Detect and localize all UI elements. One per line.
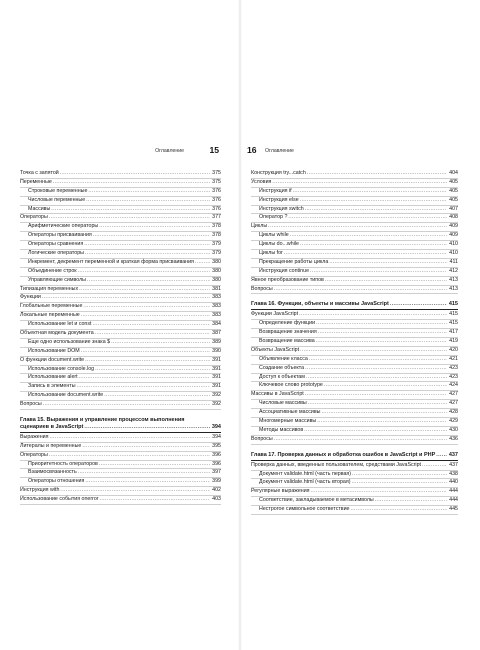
dot-leader <box>352 479 448 487</box>
toc-entry-title: Массивы <box>28 205 51 212</box>
dot-leader <box>352 471 447 479</box>
toc-entry <box>20 496 221 505</box>
toc-entry <box>20 259 221 268</box>
dot-leader <box>99 461 210 469</box>
toc-entry-page: 444 <box>449 488 458 495</box>
toc-entry-title: Массивы в JavaScript <box>251 391 304 398</box>
chapter-title: Глава 16. Функции, объекты и массивы JavaScript ..... 415 <box>251 301 458 309</box>
toc-entry-page: 387 <box>212 330 221 337</box>
dot-leader <box>311 488 447 496</box>
toc-entry-title: Прекращение работы цикла <box>259 258 329 265</box>
toc-entry-title: Приоритетность операторов <box>28 460 98 467</box>
toc-entry-title: Циклы for <box>259 250 283 257</box>
toc-entry-title: Объектная модель документа <box>20 330 94 337</box>
chapter-heading <box>251 452 458 461</box>
dot-leader <box>422 462 447 470</box>
toc-entry-title: Вопросы <box>20 401 42 408</box>
toc-entry-page: 419 <box>449 338 458 345</box>
toc-entry-page: 379 <box>212 241 221 248</box>
dot-leader <box>288 214 447 222</box>
toc-entry-title: Многомерные массивы <box>259 418 317 425</box>
dot-leader <box>81 312 210 320</box>
toc-entry-page: 392 <box>212 392 221 399</box>
dot-leader <box>300 197 447 205</box>
toc-entry-page: 392 <box>212 401 221 408</box>
toc-entry-title: Использование document.write <box>28 392 104 399</box>
toc-entry <box>20 268 221 277</box>
dot-leader <box>77 383 210 391</box>
dot-leader <box>350 506 447 514</box>
toc-entry <box>20 357 221 366</box>
toc-entry-page: 424 <box>449 382 458 389</box>
toc-entry <box>251 488 458 497</box>
toc-entry-title: Объявление класса <box>259 355 308 362</box>
dot-leader <box>274 286 447 294</box>
dot-leader <box>268 223 447 231</box>
running-head: Оглавление <box>265 148 294 154</box>
toc-entry-page: 437 <box>449 461 458 468</box>
toc-entry <box>251 436 458 445</box>
dot-leader <box>49 452 210 460</box>
dot-leader <box>375 497 447 505</box>
dot-leader <box>321 409 447 417</box>
dot-leader <box>318 329 447 337</box>
toc-entry <box>251 338 458 347</box>
toc-entry-page: 380 <box>212 276 221 283</box>
toc-entry-page: 409 <box>449 232 458 239</box>
toc-entry-page: 396 <box>212 451 221 458</box>
dot-leader <box>82 443 210 451</box>
toc-entry <box>20 179 221 188</box>
toc-entry-title: Явное преобразование типов <box>251 276 324 283</box>
toc-entry <box>20 374 221 383</box>
dot-leader <box>86 197 210 205</box>
dot-leader <box>79 374 210 382</box>
toc-entry <box>20 366 221 375</box>
toc-entry <box>251 223 458 232</box>
toc-entry-page: 389 <box>212 338 221 345</box>
toc-entry <box>251 329 458 338</box>
toc-entry-page: 391 <box>212 356 221 363</box>
toc-entry-page: 409 <box>449 223 458 230</box>
toc-entry <box>20 339 221 348</box>
toc-entry-page: 420 <box>449 346 458 353</box>
dot-leader <box>324 382 447 390</box>
toc-entry <box>20 206 221 215</box>
chapter-title: Глава 17. Проверка данных и обработка ошибок в JavaScript и PHP ..... 437 <box>251 452 458 460</box>
dot-leader <box>49 434 210 442</box>
dot-leader <box>306 374 447 382</box>
toc-entry-page: 440 <box>449 479 458 486</box>
dot-leader <box>78 268 210 276</box>
dot-leader <box>307 170 447 178</box>
toc-entry <box>20 303 221 312</box>
dot-leader <box>79 286 210 294</box>
toc-entry-page: 410 <box>449 250 458 257</box>
dot-leader <box>325 277 447 285</box>
toc-entry-title: Нестрогое символьное соответствие <box>259 506 350 513</box>
toc-entry-title: Объединение строк <box>28 267 77 274</box>
toc-entry <box>251 427 458 436</box>
dot-leader <box>83 303 210 311</box>
toc-entry <box>20 232 221 241</box>
toc-entry-title: Переменные <box>20 178 52 185</box>
toc-entry <box>251 479 458 488</box>
toc-entry-title: Арифметические операторы <box>28 223 99 230</box>
toc-entry-page: 381 <box>212 285 221 292</box>
toc-entry-page: 377 <box>212 214 221 221</box>
toc-entry <box>251 241 458 250</box>
toc-entry <box>20 312 221 321</box>
toc-entry-title: Операторы <box>20 214 48 221</box>
toc-entry-title: Операторы отношения <box>28 478 85 485</box>
toc-entry-page: 411 <box>449 258 458 265</box>
toc-entry <box>20 294 221 303</box>
toc-entry-page: 379 <box>212 250 221 257</box>
toc-entry-page: 407 <box>449 205 458 212</box>
toc-entry-page: 444 <box>449 497 458 504</box>
toc-entry-page: 423 <box>449 373 458 380</box>
toc-entry-page: 427 <box>449 391 458 398</box>
toc-entry-page: 378 <box>212 232 221 239</box>
toc-entry <box>251 250 458 259</box>
toc-entry-title: Инкремент, декремент переменной и краткая форма присваивания <box>28 258 194 265</box>
dot-leader <box>284 250 447 258</box>
dot-leader <box>310 268 447 276</box>
dot-leader <box>305 391 447 399</box>
toc-entry-title: Функции JavaScript <box>251 311 299 318</box>
toc-entry-page: 415 <box>449 320 458 327</box>
toc-entry-page: 376 <box>212 187 221 194</box>
toc-entry-title: Взаимосвязанность <box>28 469 77 476</box>
toc-entry-title: Ключевое слово prototype <box>259 382 323 389</box>
toc-entry <box>251 320 458 329</box>
dot-leader <box>111 339 210 347</box>
toc-entry-page: 404 <box>449 170 458 176</box>
toc-entry-title: Локальные переменные <box>20 312 80 319</box>
toc-entry <box>20 250 221 259</box>
toc-entry-page: 390 <box>212 347 221 354</box>
toc-entry <box>251 471 458 480</box>
dot-leader <box>53 179 210 187</box>
dot-leader <box>300 241 447 249</box>
toc-entry <box>20 214 221 223</box>
dot-leader <box>290 232 447 240</box>
toc-entry <box>251 365 458 374</box>
toc-entry-title: Вопросы <box>251 285 273 292</box>
dot-leader <box>309 356 447 364</box>
toc-entry-title: Соответствие, закладываемое в метасимволы <box>259 497 374 504</box>
toc-entry-title: Проверка данных, введенных пользователем, средствами JavaScript <box>251 461 421 468</box>
toc-entry <box>251 400 458 409</box>
toc-entry-page: 383 <box>212 294 221 301</box>
toc-entry-title: Еще одно использование знака $ <box>28 338 111 345</box>
toc-entry-page: 383 <box>212 312 221 319</box>
toc-entry-title: Использование console.log <box>28 365 95 372</box>
dot-leader <box>87 277 210 285</box>
toc-entry <box>20 452 221 461</box>
toc-entry-page: 413 <box>449 285 458 292</box>
toc-entry-title: Запись в элементы <box>28 383 76 390</box>
toc-entry-page: 399 <box>212 478 221 485</box>
chapter-title-line2: сценариев в JavaScript ..... 394 <box>20 424 221 431</box>
toc-entry-title: Документ validate.html (часть вторая) <box>259 479 351 486</box>
toc-entry-title: Операторы сравнения <box>28 241 84 248</box>
toc-entry <box>251 356 458 365</box>
toc-entry-title: Инструкция continue <box>259 267 310 274</box>
toc-list-left <box>20 170 221 505</box>
toc-entry-title: Управляющие символы <box>28 276 86 283</box>
dot-leader <box>49 214 210 222</box>
toc-entry-title: Документ validate.html (часть первая) <box>259 470 352 477</box>
toc-entry-page: 375 <box>212 170 221 176</box>
dot-leader <box>308 400 447 408</box>
toc-entry-page: 391 <box>212 365 221 372</box>
dot-leader <box>99 223 210 231</box>
toc-entry <box>251 268 458 277</box>
toc-entry <box>251 374 458 383</box>
dot-leader <box>51 206 210 214</box>
toc-entry-page: 396 <box>212 460 221 467</box>
toc-entry <box>251 188 458 197</box>
dot-leader <box>293 188 447 196</box>
toc-entry-page: 405 <box>449 178 458 185</box>
toc-entry-title: Методы массивов <box>259 426 304 433</box>
page-number: 16 <box>247 145 257 155</box>
toc-entry <box>251 286 458 295</box>
toc-entry-title: Объекты JavaScript <box>251 346 300 353</box>
toc-entry-title: О функции document.write <box>20 356 85 363</box>
toc-entry-title: Инструкция switch <box>259 205 304 212</box>
toc-entry <box>20 170 221 179</box>
toc-entry <box>251 277 458 286</box>
toc-entry-page: 413 <box>449 276 458 283</box>
dot-leader <box>272 179 447 187</box>
toc-entry-page: 421 <box>449 355 458 362</box>
toc-entry <box>20 487 221 496</box>
toc-entry-title: Точка с запятой <box>20 170 59 176</box>
toc-entry-title: Ассоциативные массивы <box>259 409 321 416</box>
dot-leader <box>85 478 210 486</box>
toc-entry-title: Циклы while <box>259 232 289 239</box>
toc-entry-title: Использование события onerror <box>20 496 99 503</box>
toc-entry-page: 423 <box>449 364 458 371</box>
toc-entry-page: 412 <box>449 267 458 274</box>
toc-entry-title: Функции <box>20 294 41 301</box>
toc-entry <box>251 311 458 320</box>
toc-entry-title: Глобальные переменные <box>20 303 83 310</box>
toc-entry-title: Инструкция if <box>259 187 292 194</box>
toc-entry <box>251 259 458 268</box>
toc-entry-title: Создание объекта <box>259 364 305 371</box>
toc-entry-title: Инструкция with <box>20 487 60 494</box>
toc-entry-page: 380 <box>212 258 221 265</box>
toc-entry <box>20 197 221 206</box>
toc-list-right <box>251 170 458 515</box>
toc-entry-title: Циклы <box>251 223 268 230</box>
toc-entry-title: Доступ к объектам <box>259 373 305 380</box>
toc-entry-page: 438 <box>449 470 458 477</box>
toc-entry <box>251 179 458 188</box>
toc-entry-title: Конструкция try...catch <box>251 170 306 176</box>
toc-entry-title: Регулярные выражения <box>251 488 310 495</box>
toc-entry-page: 417 <box>449 329 458 336</box>
toc-entry-page: 405 <box>449 187 458 194</box>
toc-entry <box>20 478 221 487</box>
toc-entry-title: Определение функции <box>259 320 316 327</box>
toc-entry-page: 402 <box>212 487 221 494</box>
toc-entry <box>20 443 221 452</box>
toc-entry-title: Возвращение значения <box>259 329 317 336</box>
toc-entry <box>251 462 458 471</box>
toc-entry-page: 436 <box>449 435 458 442</box>
toc-entry-page: 376 <box>212 205 221 212</box>
running-head: Оглавление <box>155 148 184 154</box>
toc-entry-title: Операторы присваивания <box>28 232 92 239</box>
toc-entry-page: 410 <box>449 241 458 248</box>
toc-entry <box>20 241 221 250</box>
toc-entry <box>20 321 221 330</box>
dot-leader <box>195 259 210 267</box>
toc-entry-title: Использование alert <box>28 374 78 381</box>
toc-entry <box>251 197 458 206</box>
toc-entry-page: 383 <box>212 303 221 310</box>
toc-entry <box>20 330 221 339</box>
toc-entry-page: 405 <box>449 196 458 203</box>
page-number: 15 <box>209 145 219 155</box>
dot-leader <box>43 401 210 409</box>
dot-leader <box>88 188 210 196</box>
toc-entry-title: Вопросы <box>251 435 273 442</box>
dot-leader <box>93 232 210 240</box>
dot-leader <box>305 365 447 373</box>
dot-leader <box>42 294 210 302</box>
toc-entry-page: 403 <box>212 496 221 503</box>
dot-leader <box>78 469 210 477</box>
toc-entry <box>20 286 221 295</box>
toc-entry-title: Типизация переменных <box>20 285 79 292</box>
toc-entry <box>251 347 458 356</box>
toc-entry <box>20 348 221 357</box>
chapter-title-line1: Глава 15. Выражения и управление процессом выполнения <box>20 417 185 424</box>
toc-entry-title: Логические операторы <box>28 250 84 257</box>
dot-leader <box>95 330 210 338</box>
dot-leader <box>316 338 447 346</box>
toc-entry-title: Литералы и переменные <box>20 442 82 449</box>
toc-entry-page: 378 <box>212 223 221 230</box>
toc-entry-title: Циклы do...while <box>259 241 300 248</box>
toc-entry <box>251 206 458 215</box>
dot-leader <box>85 357 210 365</box>
toc-entry <box>20 434 221 443</box>
toc-entry-title: Оператор ? <box>259 214 288 221</box>
toc-entry <box>251 506 458 515</box>
toc-entry-page: 380 <box>212 267 221 274</box>
toc-entry-title: Инструкция else <box>259 196 299 203</box>
toc-entry-page: 445 <box>449 506 458 513</box>
toc-entry-title: Числовые массивы <box>259 400 307 407</box>
dot-leader <box>316 320 447 328</box>
dot-leader <box>60 170 210 178</box>
toc-entry <box>20 277 221 286</box>
toc-entry-page: 427 <box>449 400 458 407</box>
toc-entry-page: 428 <box>449 409 458 416</box>
toc-entry-page: 415 <box>449 311 458 318</box>
dot-leader <box>274 436 447 444</box>
toc-entry <box>251 497 458 506</box>
dot-leader <box>305 206 447 214</box>
toc-entry-page: 397 <box>212 469 221 476</box>
toc-entry-title: Строковые переменные <box>28 187 88 194</box>
toc-entry-page: 376 <box>212 196 221 203</box>
dot-leader <box>317 418 447 426</box>
toc-entry-page: 408 <box>449 214 458 221</box>
toc-entry-page: 384 <box>212 321 221 328</box>
toc-entry <box>251 382 458 391</box>
toc-entry <box>251 391 458 400</box>
dot-leader <box>100 496 210 504</box>
dot-leader <box>84 241 210 249</box>
toc-entry-page: 394 <box>212 433 221 440</box>
toc-entry <box>20 223 221 232</box>
toc-entry-title: Выражения <box>20 433 49 440</box>
dot-leader <box>85 250 210 258</box>
dot-leader <box>304 427 447 435</box>
toc-entry-title: Использование DOM <box>28 347 80 354</box>
toc-entry-page: 429 <box>449 418 458 425</box>
chapter-heading <box>20 417 221 433</box>
toc-entry <box>20 188 221 197</box>
dot-leader <box>92 321 210 329</box>
toc-entry-page: 395 <box>212 442 221 449</box>
toc-entry <box>251 214 458 223</box>
toc-entry <box>251 409 458 418</box>
toc-entry-title: Условия <box>251 178 272 185</box>
dot-leader <box>95 366 210 374</box>
dot-leader <box>81 348 210 356</box>
toc-entry <box>251 418 458 427</box>
toc-entry <box>20 383 221 392</box>
dot-leader <box>299 311 447 319</box>
toc-entry-page: 375 <box>212 178 221 185</box>
toc-entry <box>20 401 221 410</box>
toc-entry-page: 430 <box>449 426 458 433</box>
dot-leader <box>329 259 447 267</box>
right-page <box>240 0 480 650</box>
toc-entry-page: 391 <box>212 383 221 390</box>
toc-entry <box>20 461 221 470</box>
toc-entry-page: 391 <box>212 374 221 381</box>
toc-entry <box>20 392 221 401</box>
dot-leader <box>60 487 210 495</box>
dot-leader <box>104 392 210 400</box>
toc-entry-title: Операторы <box>20 451 48 458</box>
toc-entry <box>251 170 458 179</box>
dot-leader <box>300 347 447 355</box>
toc-entry-title: Использование let и const <box>28 321 92 328</box>
toc-entry-title: Числовые переменные <box>28 196 86 203</box>
toc-entry-title: Возвращение массива <box>259 338 315 345</box>
toc-entry <box>20 469 221 478</box>
toc-entry <box>251 232 458 241</box>
chapter-heading <box>251 301 458 310</box>
